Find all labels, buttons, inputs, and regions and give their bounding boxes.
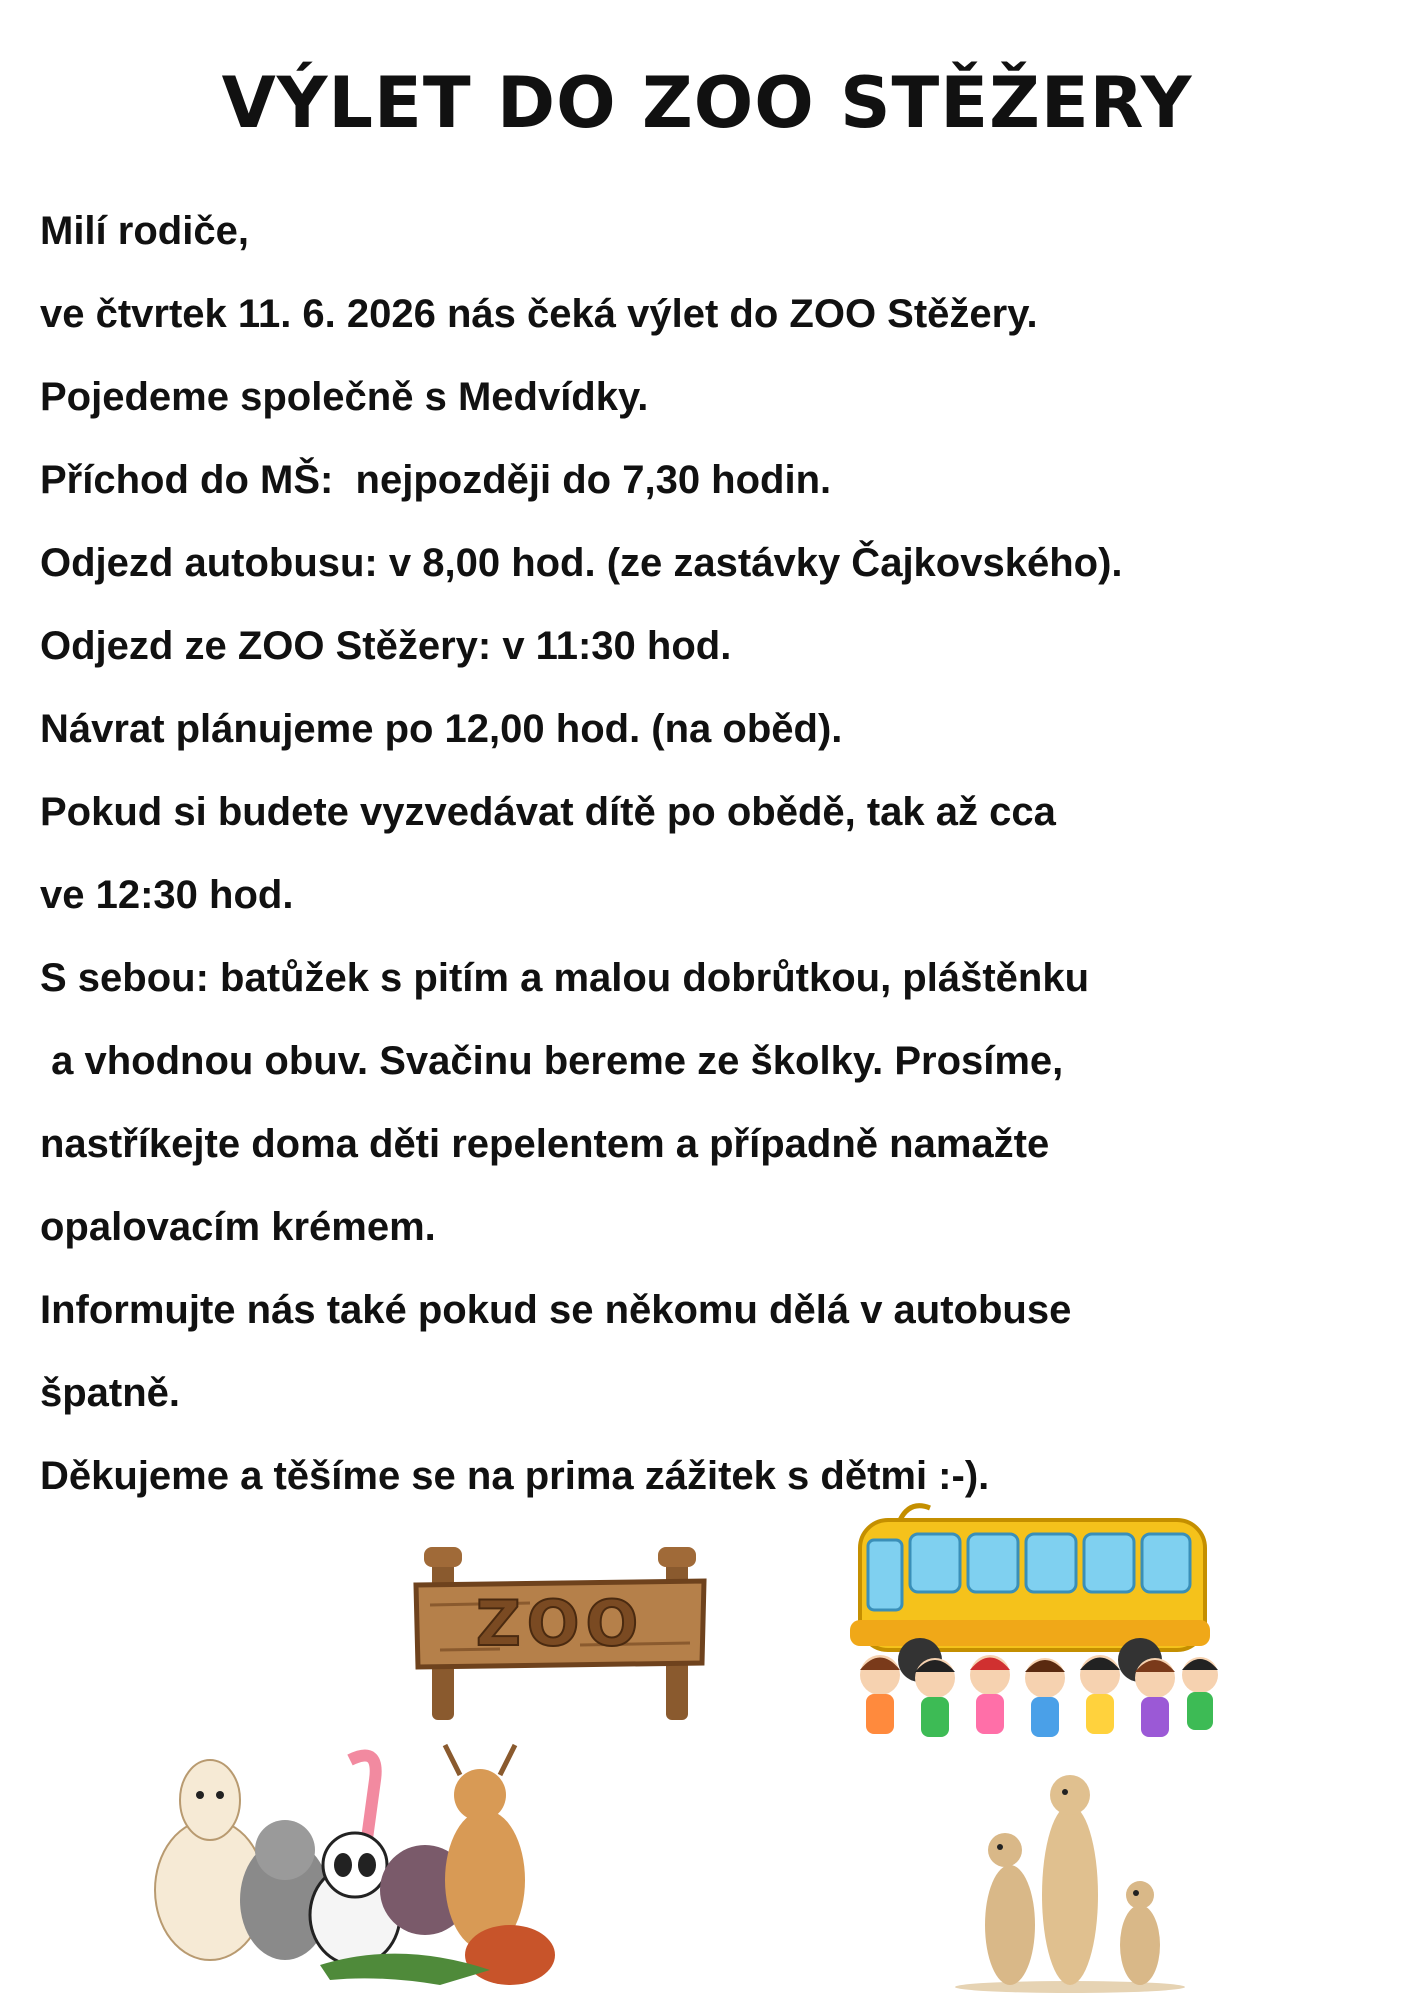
text-line: opalovacím krémem. <box>40 1205 436 1249</box>
page-title: VÝLET DO ZOO STĚŽERY <box>221 62 1193 144</box>
text-line: a vhodnou obuv. Svačinu bereme ze školky. Prosíme, <box>40 1039 1064 1083</box>
zoo-sign-label: ZOO <box>475 1587 645 1660</box>
text-line: Milí rodiče, <box>40 209 249 253</box>
meerkats-icon <box>950 1765 1190 1995</box>
text-line: Odjezd autobusu: v 8,00 hod. (ze zastávky Čajkovského). <box>40 541 1123 585</box>
text-line: ve 12:30 hod. <box>40 873 294 917</box>
text-line: Příchod do MŠ: nejpozději do 7,30 hodin. <box>40 458 832 502</box>
text-line: Děkujeme a těšíme se na prima zážitek s dětmi :-). <box>40 1454 990 1498</box>
text-line: Pokud si budete vyzvedávat dítě po obědě, tak až cca <box>40 790 1056 834</box>
school-bus-with-children-icon <box>840 1500 1220 1760</box>
text-line: Odjezd ze ZOO Stěžery: v 11:30 hod. <box>40 624 732 668</box>
text-line: nastříkejte doma děti repelentem a případně namažte <box>40 1122 1050 1166</box>
text-line: špatně. <box>40 1371 181 1415</box>
text-line: S sebou: batůžek s pitím a malou dobrůtkou, pláštěnku <box>40 956 1090 1000</box>
text-line: ve čtvrtek 11. 6. 2026 nás čeká výlet do ZOO Stěžery. <box>40 292 1038 336</box>
letter-body <box>40 190 1400 1518</box>
text-line: Návrat plánujeme po 12,00 hod. (na oběd). <box>40 707 843 751</box>
text-line: Pojedeme společně s Medvídky. <box>40 375 649 419</box>
zoo-sign-icon <box>410 1545 710 1725</box>
text-line: Informujte nás také pokud se někomu dělá v autobuse <box>40 1288 1072 1332</box>
zoo-animals-group-icon <box>140 1740 570 1990</box>
